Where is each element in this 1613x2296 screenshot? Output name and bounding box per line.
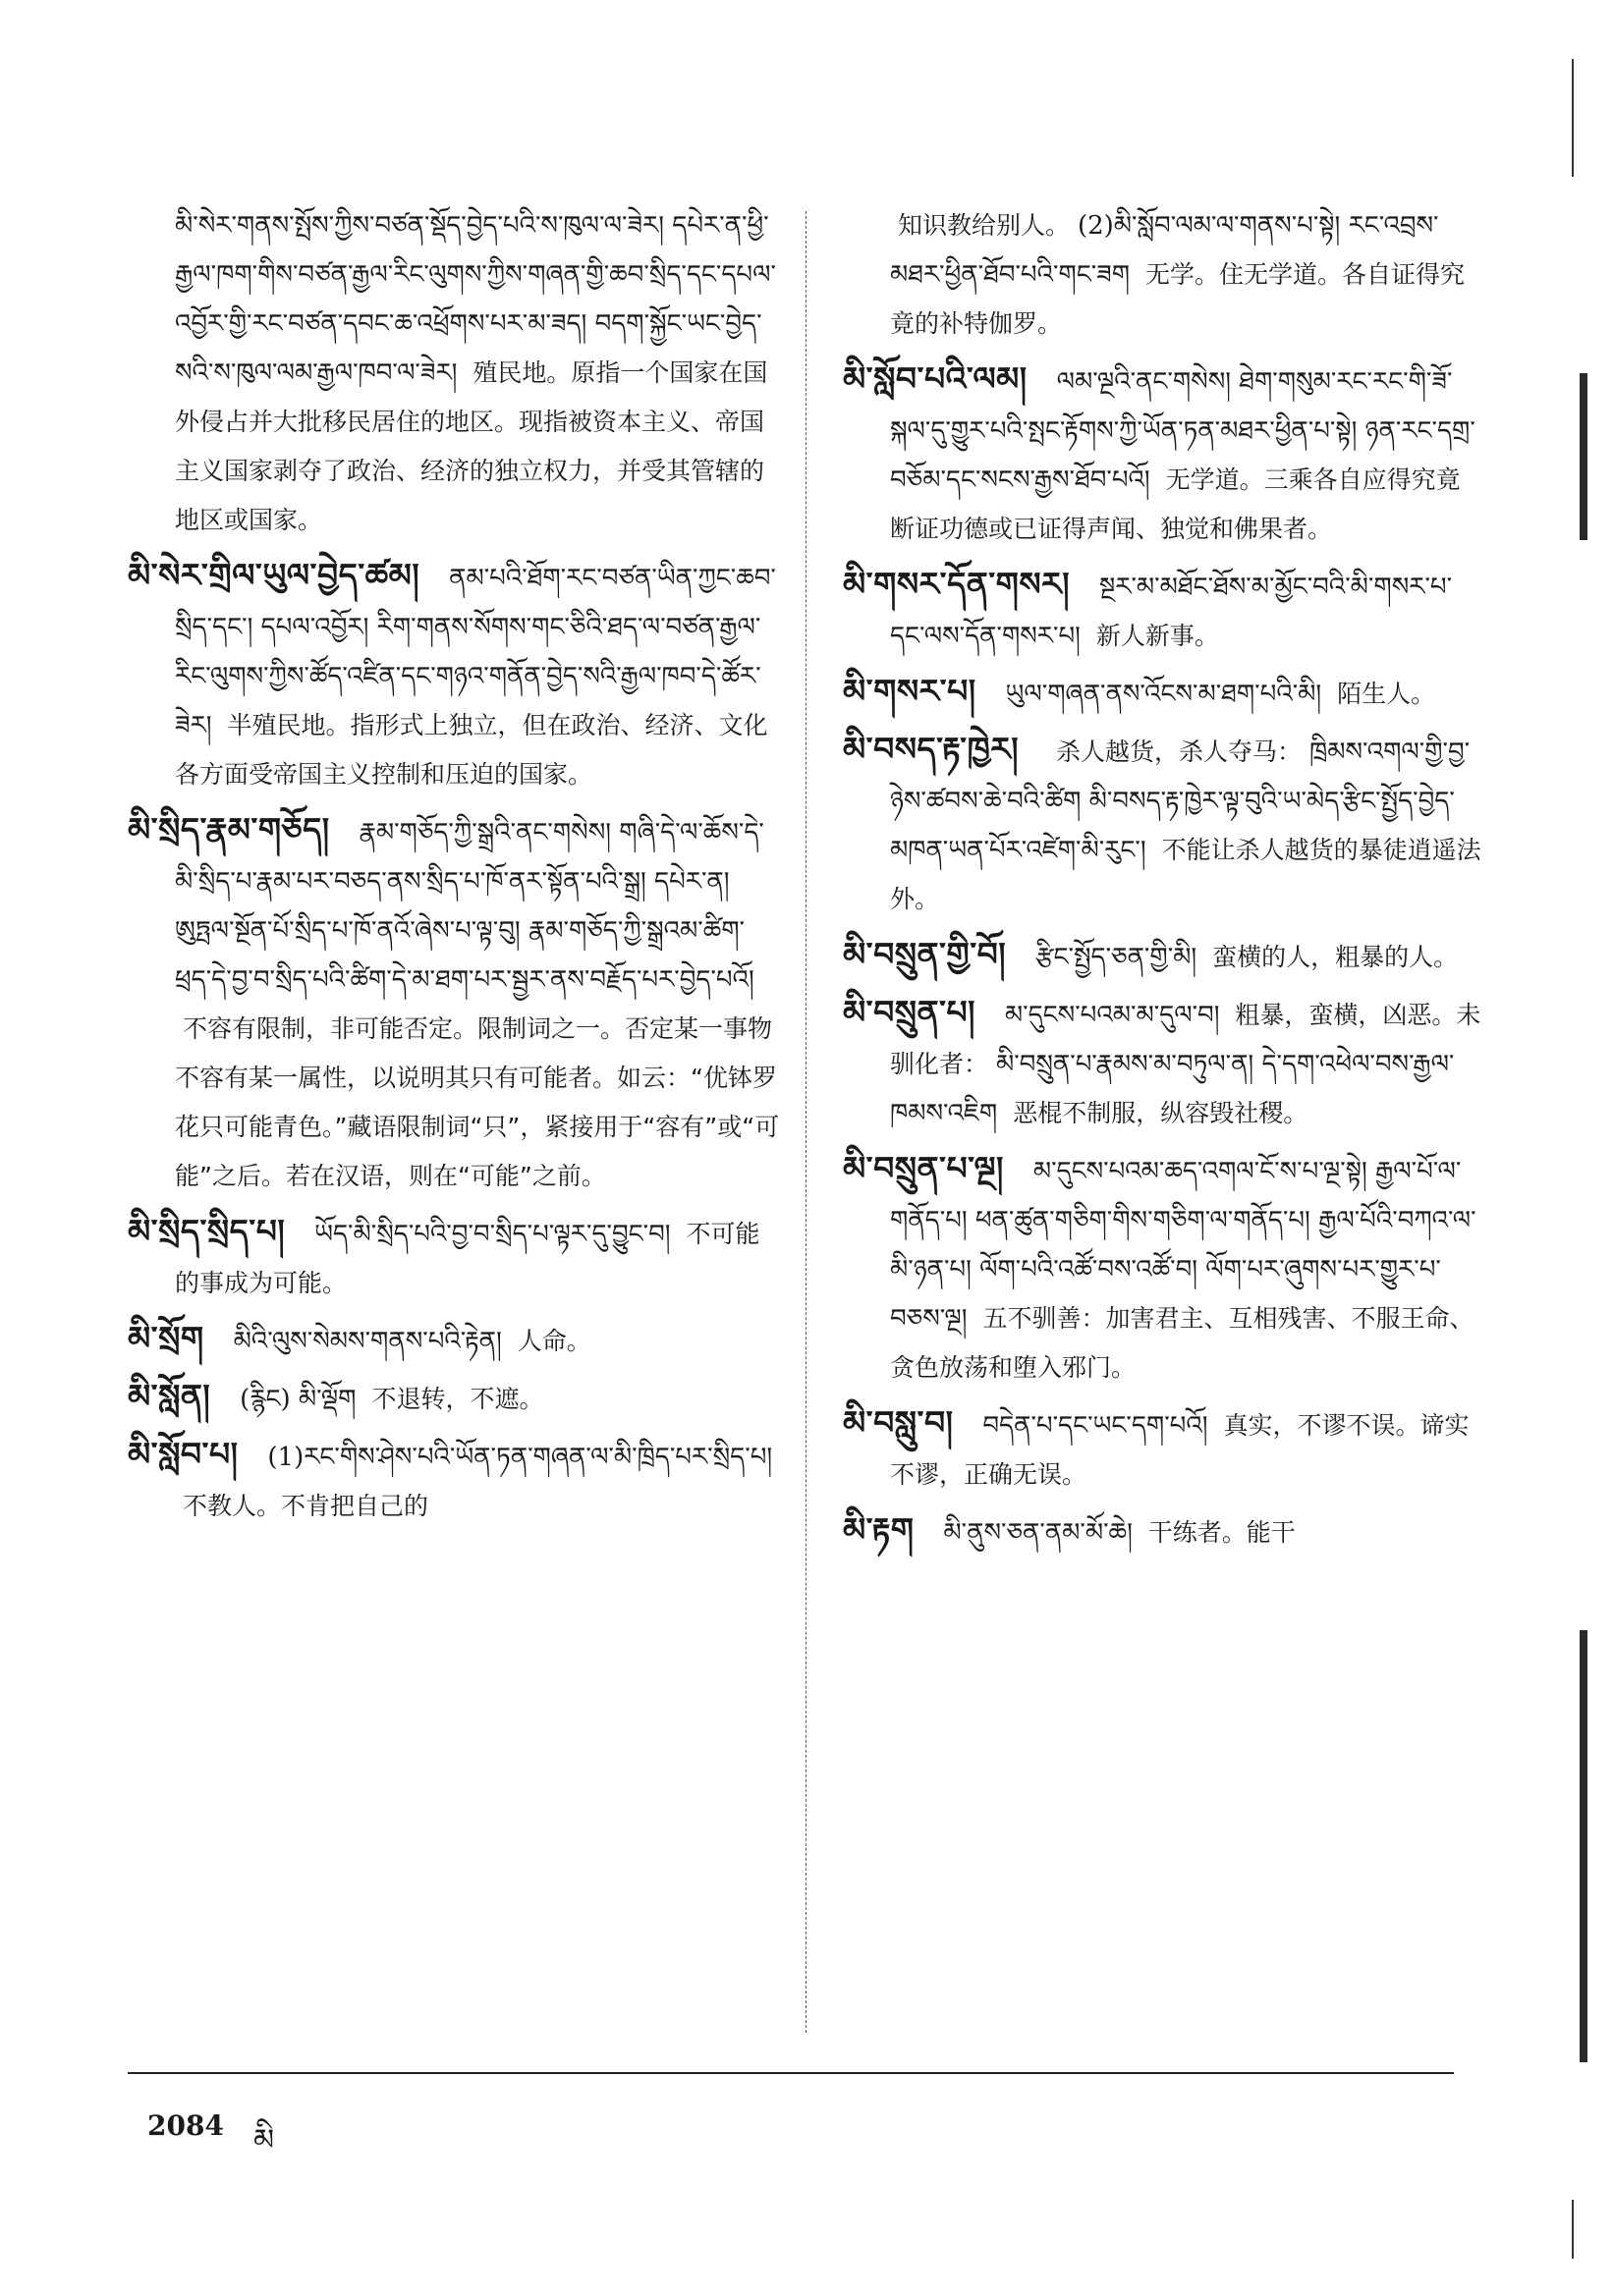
dictionary-entry (843, 1505, 1483, 1558)
entry-chinese-definition: 新人新事。 (1095, 622, 1219, 650)
footer-rule (128, 2072, 1454, 2074)
entry-headword: མི་གསར་དོན་གསར། (843, 565, 1071, 603)
entry-tibetan-definition: མ་དུངས་པའམ་མ་དུལ་བ། (1004, 1001, 1220, 1030)
entry-chinese-definition: 人命。 (517, 1327, 591, 1355)
dictionary-entry (128, 1207, 781, 1308)
entry-tibetan-definition: ཡུལ་གཞན་ནས་འོངས་མ་ཐག་པའི་མི། (1005, 680, 1322, 709)
dictionary-entry (843, 1144, 1483, 1393)
left-column (128, 201, 781, 1537)
entry-tibetan-definition: (1)རང་གིས་ཤེས་པའི་ཡོན་ཏན་གཞན་ལ་མི་ཁྲིད་པར་སྲིད་པ། (267, 1443, 773, 1472)
entry-chinese-definition: 不容有限制，非可能否定。限制词之一。否定某一事物不容有某一属性，以说明其只有可能者。如云：“优钵罗花只可能青色。”藏语限制词“只”，紧接用于“容有”或“可能”之后。若在汉语，则在“可能”之前。 (175, 1014, 780, 1190)
entry-chinese-definition: 蛮横的人，粗暴的人。 (1212, 943, 1459, 971)
entry-headword: མི་བསྲུན་པ་ལྔ། (843, 1149, 1004, 1187)
entry-tibetan-definition: ཡོད་མི་སྲིད་པའི་བྱ་བ་སྲིད་པ་ལྟར་དུ་བྱུང་བ། (314, 1220, 671, 1249)
column-divider (806, 211, 807, 2033)
edge-tick-bottom (1572, 2200, 1574, 2259)
entry-tibetan-definition: སྔར་མ་མཐོང་ཐོས་མ་མྱོང་བའི་མི་གསར་པ་དང་ལས་དོན་གསར་པ། (890, 573, 1453, 651)
entry-headword: མི་སློབ་པའི་ལམ། (843, 359, 1028, 398)
entry-tibetan-definition: མི་སེར་གནས་སྤོས་ཀྱིས་བཙན་སྡོད་བྱེད་པའི་ས་ཁུལ་ལ་ཟེར། དཔེར་ན་ཕྱི་རྒྱལ་ཁག་གིས་བཙན་རྒྱལ་རིང་ལུགས་ཀྱིས་གཞན་གྱི་ཆབ་སྲིད་དང་དཔལ་འབྱོར་གྱི་རང་བཙན་དབང་ཆ་འཕྲོགས་པར་མ་ཟད། བདག་སྐྱོང་ཡང་བྱེད་སའི་ས་ཁུལ་ལམ་རྒྱལ་ཁབ་ལ་ཟེར། (175, 211, 776, 388)
entry-chinese-definition: 不退转，不遮。 (371, 1385, 544, 1413)
right-column (843, 201, 1483, 1563)
dictionary-entry (843, 201, 1483, 349)
entry-chinese-definition: 不能让杀人越货的暴徒逍遥法外。 (890, 836, 1481, 913)
entry-tibetan-definition: ལམ་ལྔའི་ནང་གསེས། ཐེག་གསུམ་རང་རང་གི་ཟོ་སྐལ་དུ་གྱུར་པའི་སྤང་རྟོགས་ཀྱི་ཡོན་ཏན་མཐར་ཕྱིན་པ་སྟེ། ཉན་རང་དགྲ་བཅོམ་དང་སངས་རྒྱས་ཐོབ་པའོ། (890, 367, 1475, 495)
entry-tibetan-definition: མི་ནུས་ཅན་ནམ་མོ་ཆེ། (943, 1518, 1133, 1548)
dictionary-entry (128, 1372, 781, 1424)
entry-headword: མི་རྟག (843, 1510, 915, 1549)
entry-chinese-definition: 陌生人。 (1337, 680, 1436, 708)
entry-headword: མི་གསར་པ། (843, 672, 976, 710)
dictionary-entry (843, 667, 1483, 719)
entry-chinese-definition: 不教人。不肯把自己的 (183, 1492, 429, 1520)
entry-headword: མི་སློན། (128, 1377, 211, 1415)
entry-tibetan-definition: (རྙིང) མི་ལྡོག (240, 1385, 357, 1414)
thumb-index-mark-upper (1580, 373, 1587, 540)
page-number: 2084 (147, 2109, 224, 2142)
entry-chinese-definition: 恶棍不制服，纵容毁社稷。 (1013, 1099, 1308, 1127)
dictionary-entry (128, 551, 781, 799)
entry-chinese-definition: 殖民地。原指一个国家在国外侵占并大批移民居住的地区。现指被资本主义、帝国主义国家剥夺了政治、经济的独立权力，并受其管辖的地区或国家。 (175, 358, 768, 534)
entry-headword: མི་སློབ་པ། (128, 1435, 239, 1473)
dictionary-entry (843, 930, 1483, 982)
dictionary-entry (843, 560, 1483, 661)
edge-tick-top (1572, 59, 1574, 177)
entry-tibetan-definition: ཁྲིམས་འགལ་གྱི་བྱ་ཉེས་ཚབས་ཆེ་བའི་ཚིག མི་བསད་རྟ་ཁྱེར་ལྟ་བུའི་ཡ་མེད་རྩིང་སྤྱོད་བྱེད་མཁན་ཡན་པོར་འཛེག་མི་རུང་། (890, 738, 1471, 865)
entry-chinese-gloss: 粗暴，蛮横，凶恶。未驯化者： (890, 1001, 1481, 1078)
entry-headword: མི་སྲོག (128, 1319, 204, 1357)
dictionary-entry (843, 1398, 1483, 1500)
entry-headword: མི་བསླུ་བ། (843, 1403, 954, 1442)
entry-headword: མི་བསྲུན་པ། (843, 993, 975, 1031)
entry-chinese-lead: 知识教给别人。 (898, 211, 1071, 240)
entry-tibetan-example: མི་བསྲུན་པ་རྣམས་མ་བཏུལ་ན། དེ་དག་འཕེལ་བས་རྒྱལ་ཁམས་འཇིག (890, 1050, 1455, 1128)
entry-tibetan-definition: མིའི་ལུས་སེམས་གནས་པའི་རྟེན། (233, 1327, 502, 1356)
dictionary-entry (128, 1314, 781, 1366)
entry-headword: མི་སྲིད་སྲིད་པ། (128, 1212, 286, 1250)
entry-tibetan-definition: མ་དུངས་པའམ་ཆད་འགལ་ངོ་ས་པ་ལྔ་སྟེ། རྒྱལ་པོ་ལ་གནོད་པ། ཕན་ཚུན་གཅིག་གིས་གཅིག་ལ་གནོད་པ། རྒྱལ་པོའི་བཀའ་ལ་མི་ཉན་པ། ལོག་པའི་འཚོ་བས་འཚོ་བ། ལོག་པར་ཞུགས་པར་གྱུར་པ་བཅས་ལྔ། (890, 1157, 1476, 1334)
dictionary-entry (843, 988, 1483, 1138)
entry-tibetan-definition: ནམ་པའི་ཐོག་རང་བཙན་ཡིན་ཀྱང་ཆབ་སྲིད་དང་། དཔལ་འབྱོར། རིག་གནས་སོགས་གང་ཅིའི་ཐད་ལ་བཙན་རྒྱལ་རིང་ལུགས་ཀྱིས་ཚོད་འཛིན་དང་གཉའ་གནོན་བྱེད་སའི་རྒྱལ་ཁབ་དེ་ཚོར་ཟེར། (175, 564, 776, 740)
entry-headword: མི་སེར་གྲིལ་ཡུལ་བྱེད་ཚམ། (128, 556, 420, 594)
dictionary-entry (843, 355, 1483, 554)
dictionary-entry (128, 805, 781, 1201)
entry-chinese-definition: 干练者。能干 (1147, 1518, 1296, 1547)
thumb-index-mark-lower (1580, 1630, 1587, 2062)
entry-chinese-definition: 无学道。三乘各自应得究竟断证功德或已证得声闻、独觉和佛果者。 (890, 465, 1461, 543)
entry-chinese-definition: 不可能的事成为可能。 (175, 1220, 760, 1297)
entry-tibetan-definition: རྣམ་གཅོད་ཀྱི་སྒྲའི་ནང་གསེས། གཞི་དེ་ལ་ཆོས་དེ་མི་སྲིད་པ་རྣམ་པར་བཅད་ནས་སྲིད་པ་ཁོ་ནར་སྟོན་པའི་སྒྲ། དཔེར་ན། ཨུཏྤལ་སྔོན་པོ་སྲིད་པ་ཁོ་ནའོ་ཞེས་པ་ལྟ་བུ། རྣམ་གཅོད་ཀྱི་སྒྲའམ་ཚིག་ཕྲད་དེ་བྱ་བ་སྲིད་པའི་ཚིག་དེ་མ་ཐག་པར་སྦྱར་ནས་བརྗོད་པར་བྱེད་པའོ། (175, 818, 764, 995)
entry-headword: མི་སྲིད་རྣམ་གཅོད། (128, 810, 330, 848)
entry-chinese-definition: 五不驯善：加害君主、互相残害、不服王命、贪色放荡和堕入邪门。 (890, 1304, 1474, 1382)
dictionary-entry (128, 1430, 781, 1531)
entry-chinese-definition: 无学。住无学道。各自证得究竟的补特伽罗。 (890, 260, 1466, 338)
dictionary-entry (128, 201, 781, 545)
entry-chinese-definition: 半殖民地。指形式上独立，但在政治、经济、文化各方面受帝国主义控制和压迫的国家。 (175, 711, 768, 789)
entry-tibetan-definition: བདེན་པ་དང་ཡང་དག་པའོ། (982, 1411, 1208, 1441)
entry-tibetan-definition: རྩིང་སྤྱོད་ཅན་གྱི་མི། (1035, 943, 1197, 972)
entry-chinese-gloss: 杀人越货，杀人夺马： (1056, 738, 1303, 766)
entry-tibetan-definition: (2)མི་སློབ་ལམ་ལ་གནས་པ་སྟེ། རང་འབྲས་མཐར་ཕྱིན་ཐོབ་པའི་གང་ཟག (890, 211, 1439, 290)
entry-chinese-definition: 真实，不谬不误。谛实不谬，正确无误。 (890, 1411, 1470, 1489)
dictionary-entry (843, 725, 1483, 924)
section-letter: མི (253, 2123, 275, 2158)
entry-headword: མི་བསྲུན་གྱི་བོ། (843, 935, 1007, 973)
entry-headword: མི་བསད་རྟ་ཁྱེར། (843, 730, 1020, 768)
